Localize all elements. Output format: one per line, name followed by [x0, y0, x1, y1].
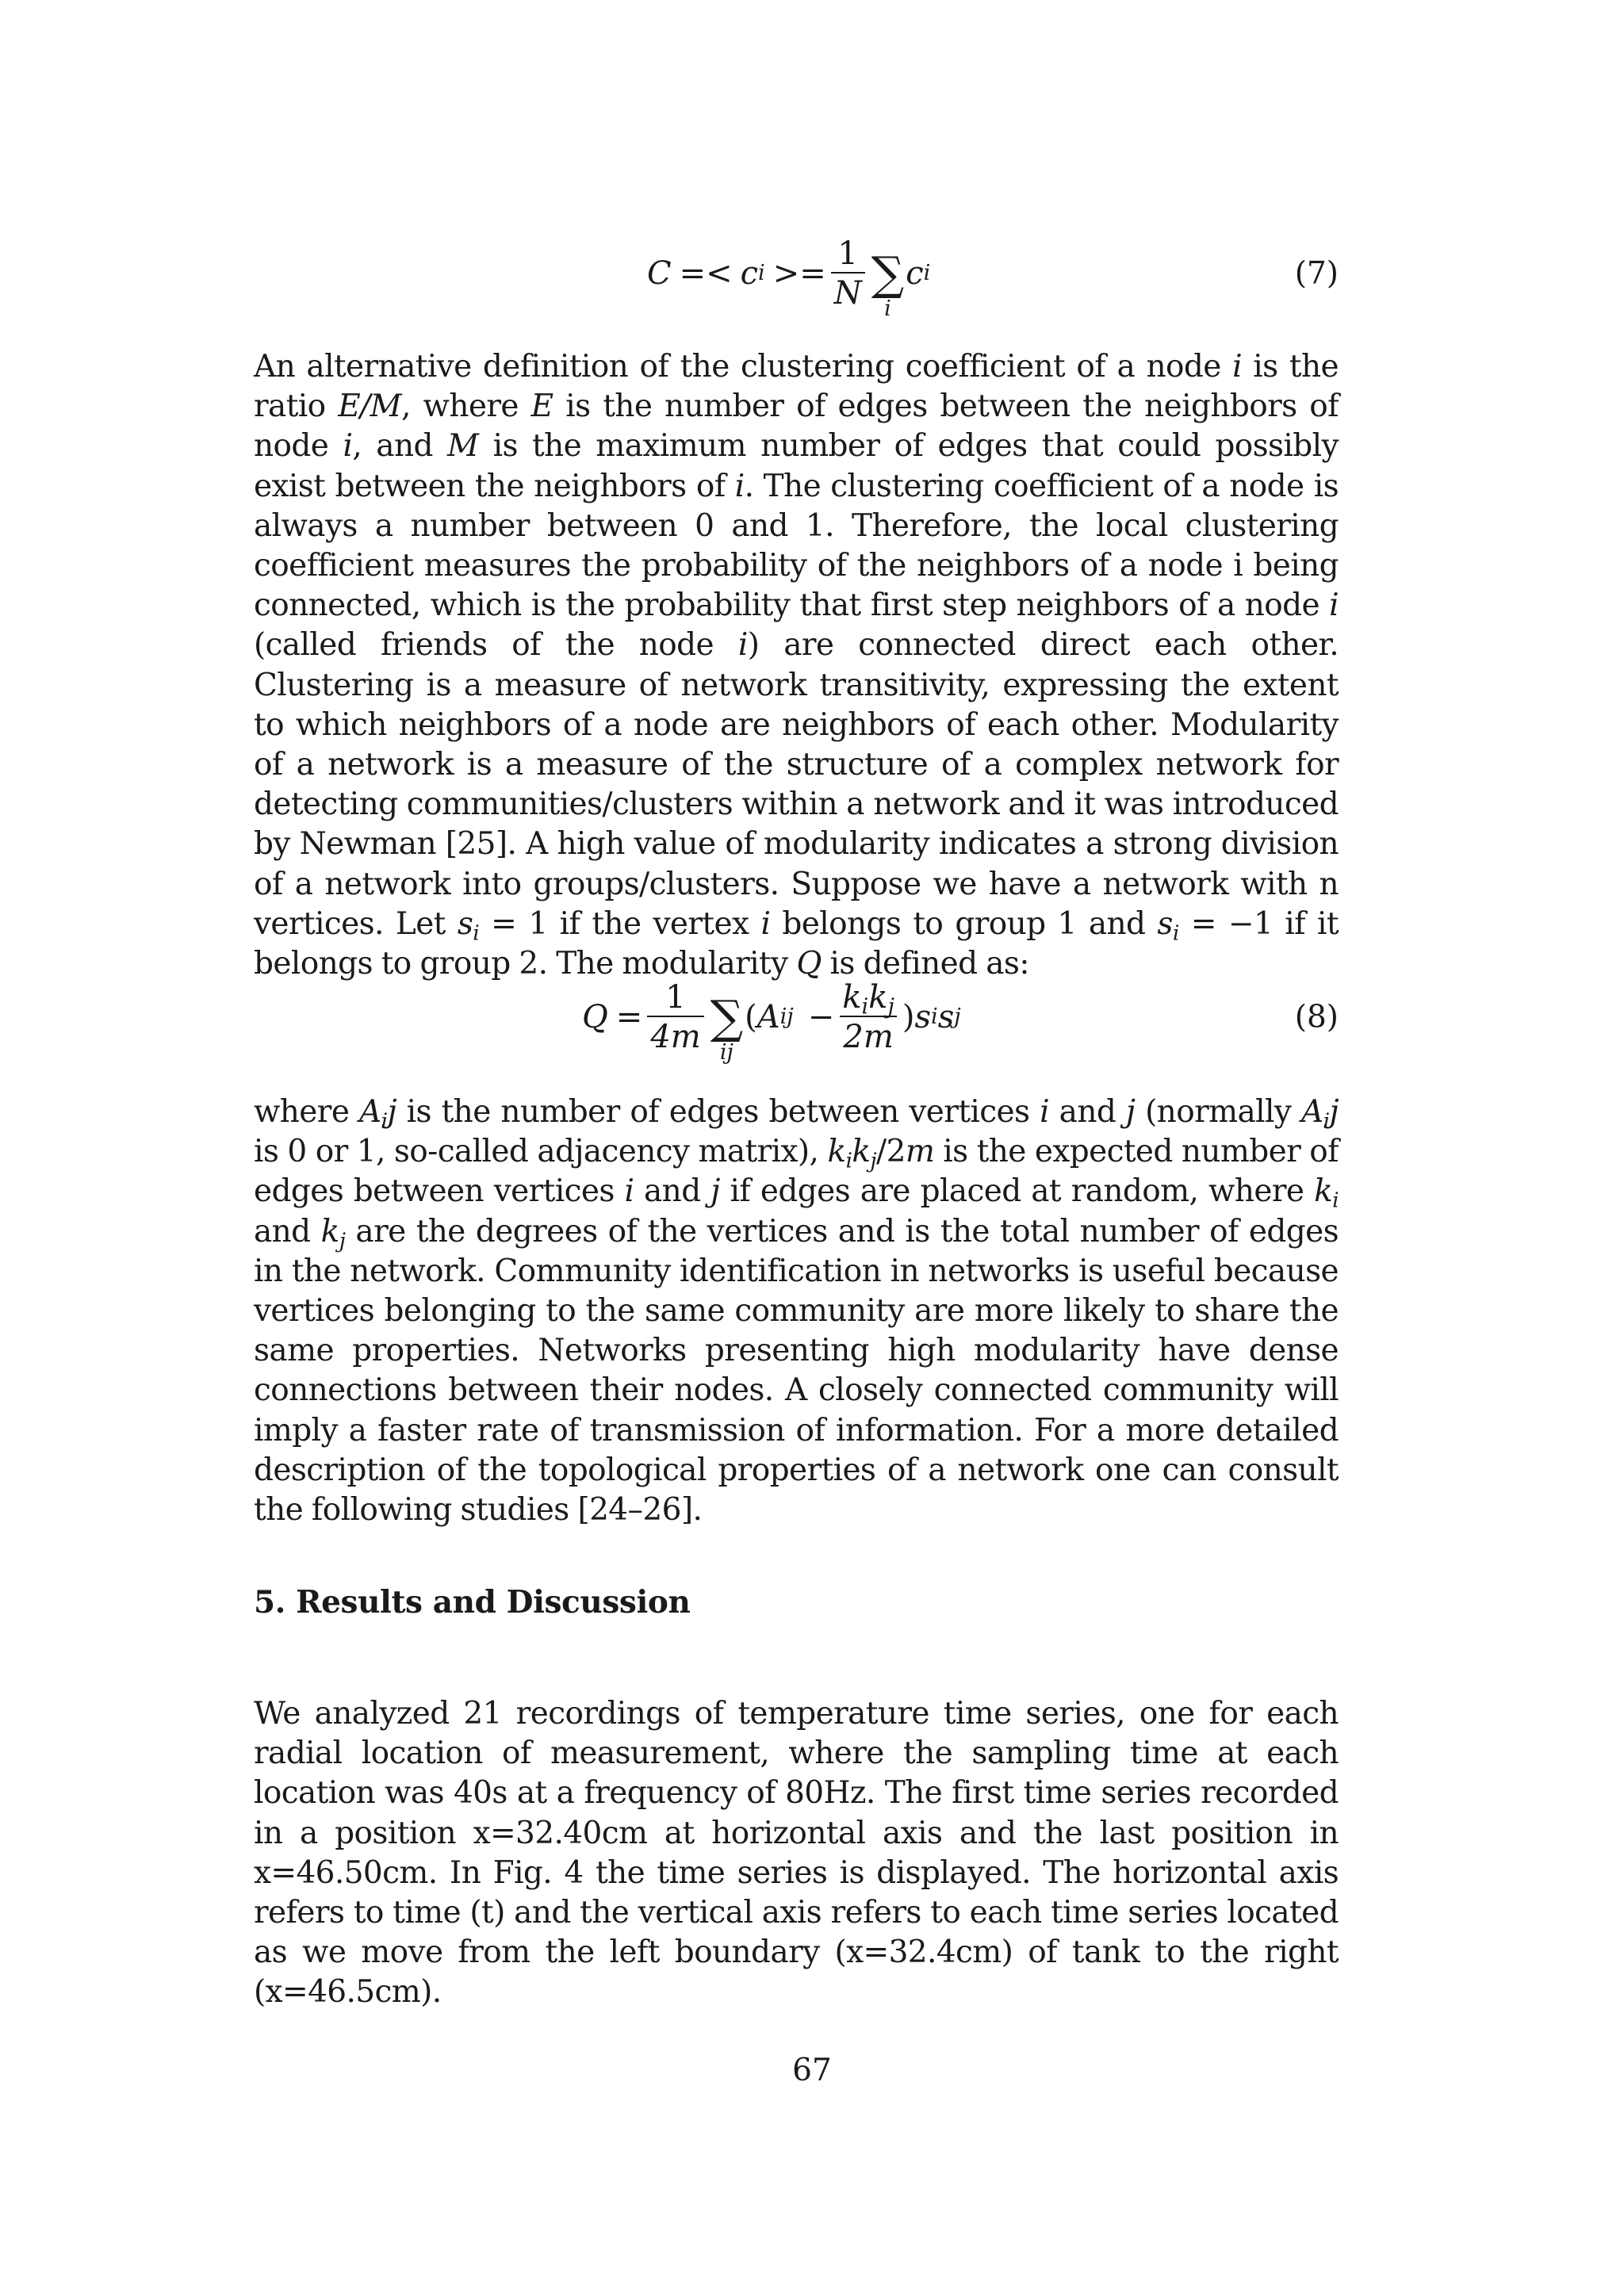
eq8-open-paren: (	[745, 999, 757, 1035]
eq8-adjacency: A	[756, 999, 780, 1035]
eq7-lhs: C	[647, 255, 672, 292]
eq8-sigma-symbol: ∑	[710, 989, 744, 1044]
eq8-fraction-2	[839, 981, 898, 1054]
eq7-sum	[871, 246, 905, 321]
equation-7-body: C =< c i >= $\frac{1}{N}$ ∑ i c i	[647, 235, 931, 321]
section-heading: 5. Results and Discussion	[254, 1584, 691, 1621]
eq8-fraction-denominator: 4m	[647, 1016, 703, 1054]
eq8-sum-index: ij	[719, 1039, 733, 1065]
eq8-minus: −	[807, 999, 835, 1035]
eq8-s2: s	[937, 999, 955, 1035]
eq8-fraction-2-numerator: $k_ik_j$	[842, 979, 894, 1020]
eq8-fraction	[647, 981, 703, 1054]
eq8-equals: =	[615, 999, 643, 1035]
equation-8-body: Q = $\frac{1}{4m}$ ∑ ij ( A ij − $\frac{k_ik_j}{2m}$ ) s i s j	[582, 979, 961, 1065]
eq7-sigma-symbol: ∑	[871, 246, 905, 300]
eq8-close-paren: )	[902, 999, 915, 1035]
paragraph-modularity: where $A_ij$ is the number of edges between vertices i and j (normally $A_ij$ is 0 or 1, so-called adjacency matrix), $k_ik_j/2m$ is the expected number of edges between vertices i and j if edges are placed at random, where $k_i$ and $k_j$ are the degrees of the vertices and is the total number of edges in the network. Community identification in networks is useful because vertices belonging to the same community are more likely to share the same properties. Networks presenting high modularity have dense connections between their nodes. A closely connected community will imply a faster rate of transmission of information. For a more detailed description of the topological properties of a network one can consult the following studies [24–26].	[254, 1094, 1339, 1529]
eq8-fraction-numerator: 1	[665, 979, 686, 1016]
equation-8-number: (8)	[1294, 999, 1339, 1035]
eq7-operator-2: >=	[772, 255, 826, 292]
equation-8	[254, 966, 1339, 1069]
equation-7-number: (7)	[1294, 255, 1339, 292]
eq7-term: c	[906, 255, 924, 292]
eq7-fraction	[831, 237, 865, 310]
eq7-operator-1: =<	[679, 255, 733, 292]
eq7-fraction-denominator: N	[831, 272, 865, 310]
eq7-sum-index: i	[884, 296, 891, 321]
eq8-s1: s	[914, 999, 932, 1035]
eq7-ci: c	[740, 255, 759, 292]
paragraph-results: We analyzed 21 recordings of temperature time series, one for each radial location of measurement, where the sampling time at each location was 40s at a frequency of 80Hz. The first time series recorded in a position x=32.40cm at horizontal axis and the last position in x=46.50cm. In Fig. 4 the time series is displayed. The horizontal axis refers to time (t) and the vertical axis refers to each time series located as we move from the left boundary (x=32.4cm) of tank to the right (x=46.5cm).	[254, 1696, 1339, 2011]
eq8-fraction-2-denominator: 2m	[840, 1016, 896, 1054]
eq8-lhs: Q	[582, 999, 608, 1035]
equation-7	[254, 222, 1339, 325]
paragraph-clustering: An alternative definition of the clustering coefficient of a node i is the ratio E/M, where E is the number of edges between the neighbors of node i, and M is the maximum number of edges that could possibly exist between the neighbors of i. The clustering coefficient of a node is always a number between 0 and 1. Therefore, the local clustering coefficient measures the probability of the neighbors of a node i being connected, which is the probability that first step neighbors of a node i (called friends of the node i) are connected direct each other. Clustering is a measure of network transitivity, expressing the extent to which neighbors of a node are neighbors of each other. Modularity of a network is a measure of the structure of a complex network for detecting communities/clusters within a network and it was introduced by Newman [25]. A high value of modularity indicates a strong division of a network into groups/clusters. Suppose we have a network with n vertices. Let $s_i = 1$ if the vertex i belongs to group 1 and $s_i = -1$ if it belongs to group 2. The modularity Q is defined as:	[254, 349, 1339, 982]
page-number: 67	[792, 2053, 832, 2088]
eq7-fraction-numerator: 1	[837, 235, 858, 272]
eq8-sum	[710, 989, 744, 1065]
